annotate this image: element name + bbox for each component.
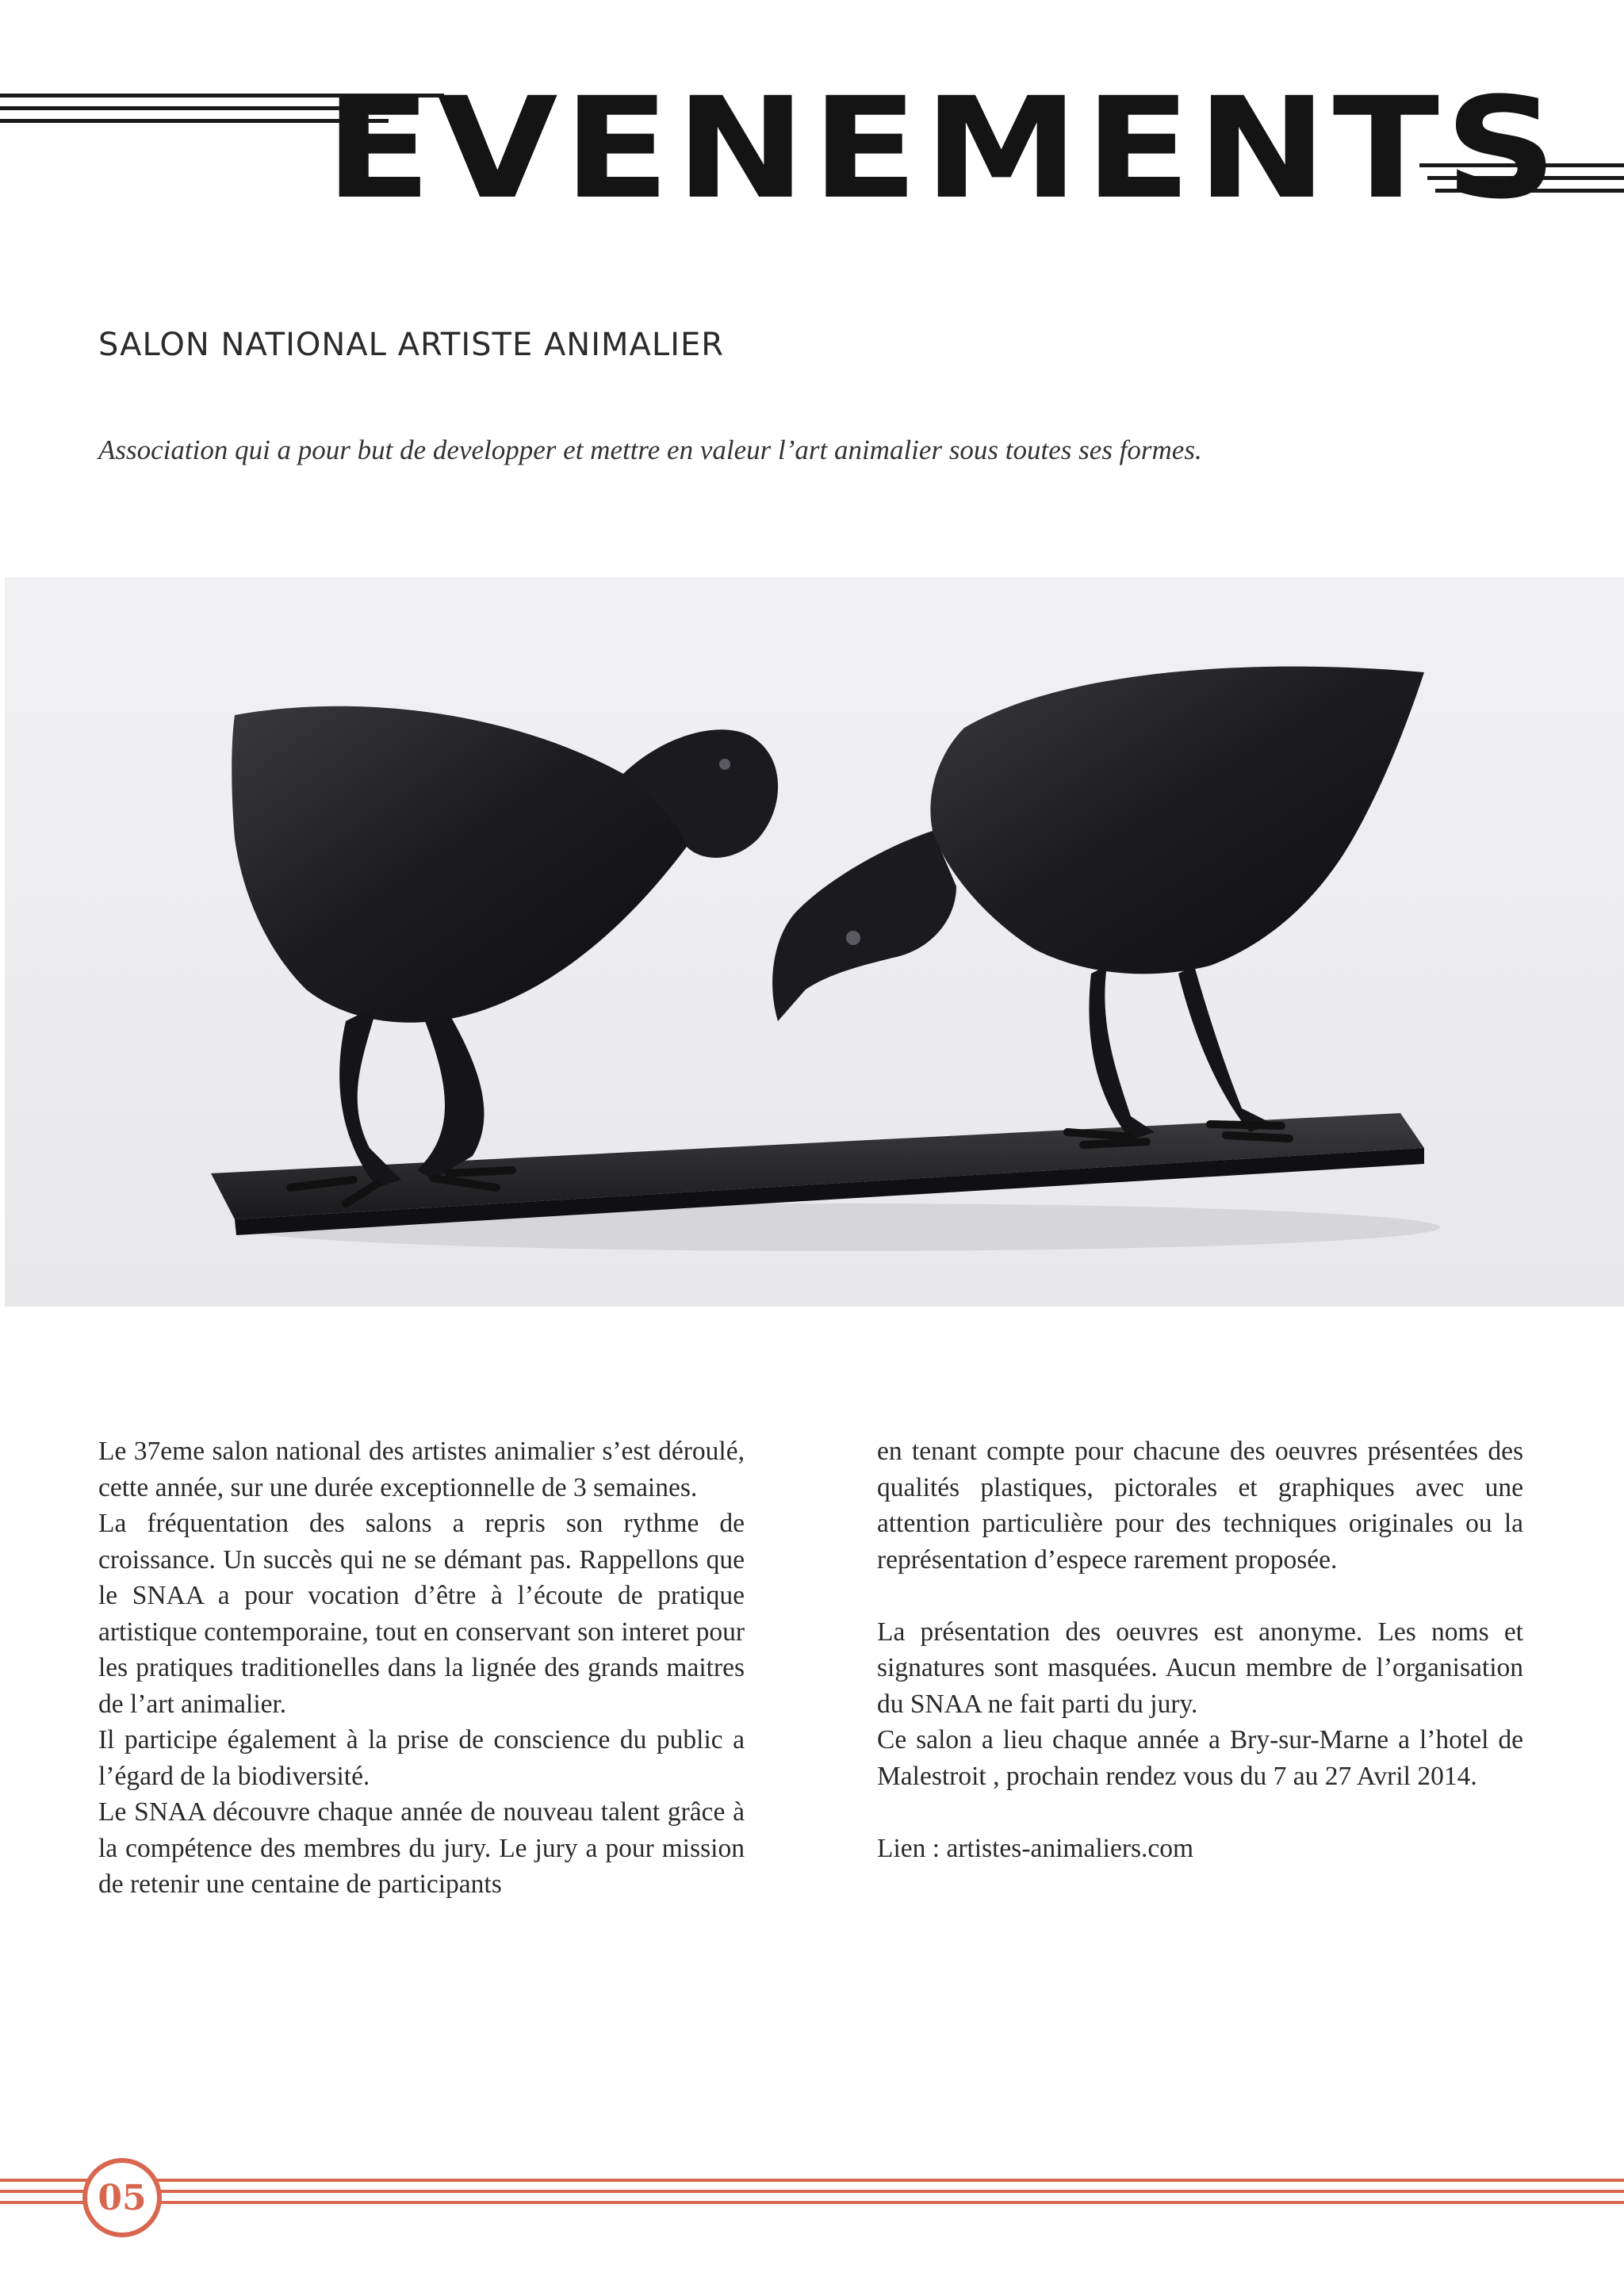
paragraph: en tenant compte pour chacune des oeuvres présentées des qualités plastiques, pictorales et graphiques avec une attention particulière pour des techniques originales ou la représentation d’espece rarement proposée.: [877, 1437, 1523, 1575]
page-number-badge: [82, 2158, 162, 2237]
paragraph: Il participe également à la prise de conscience du public a l’égard de la biodiversité.: [98, 1725, 745, 1791]
paragraph: La présentation des oeuvres est anonyme. Les noms et signatures sont masquées. Aucun membre de l’organisation du SNAA ne fait parti du jury.: [877, 1617, 1523, 1719]
sculpture-photo: [5, 577, 1624, 1307]
footer-rule-3: [0, 2201, 1624, 2204]
paragraph-gap: [877, 1794, 1523, 1831]
paragraph: Le SNAA découvre chaque année de nouveau talent grâce à la compétence des membres du jury. Le jury a pour mission de retenir une centaine de participants: [98, 1797, 745, 1899]
section-heading: SALON NATIONAL ARTISTE ANIMALIER: [98, 327, 725, 363]
page-title: EVENEMENTS: [324, 67, 1563, 230]
bronze-birds-sculpture-illustration: [5, 577, 1624, 1307]
paragraph: Le 37eme salon national des artistes animalier s’est déroulé, cette année, sur une durée exceptionnelle de 3 semaines.: [98, 1437, 745, 1502]
intro-text: Association qui a pour but de developper et mettre en valeur l’art animalier sous toutes ses formes.: [98, 434, 1202, 465]
paragraph: Ce salon a lieu chaque année a Bry-sur-Marne a l’hotel de Malestroit , prochain rendez vous du 7 au 27 Avril 2014.: [877, 1725, 1523, 1791]
page-number: 05: [98, 2177, 147, 2218]
paragraph: La fréquentation des salons a repris son rythme de croissance. Un succès qui ne se démant pas. Rappellons que le SNAA a pour vocation d’être à l’écoute de pratique artistique contemporaine, tout en conservant son interet pour les pratiques traditionelles dans la lignée des grands maitres de l’art animalier.: [98, 1509, 745, 1719]
footer-rule-1: [0, 2179, 1624, 2182]
article-column-right: [877, 1433, 1523, 1866]
paragraph-gap: [877, 1578, 1523, 1614]
article-column-left: [98, 1433, 745, 1903]
website-link-text: Lien : artistes-animaliers.com: [877, 1833, 1194, 1863]
footer-rule-2: [0, 2190, 1624, 2193]
